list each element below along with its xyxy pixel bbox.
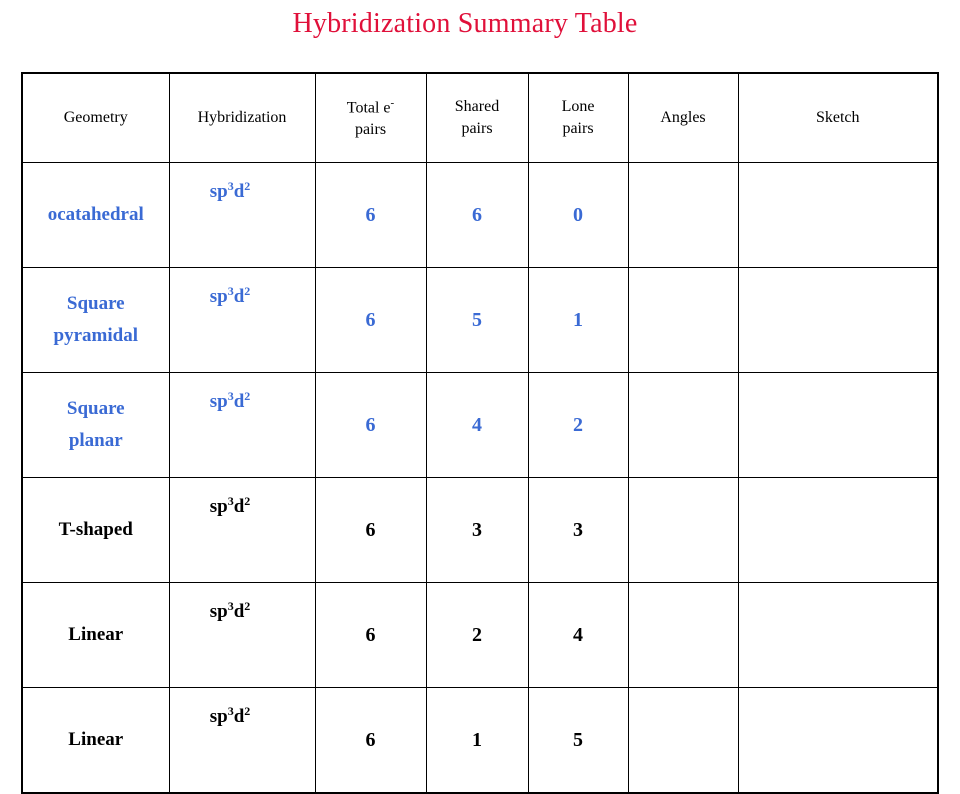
hyb-base-d: d bbox=[233, 496, 245, 517]
hyb-sup-2: 2 bbox=[244, 179, 251, 193]
geometry-line1: ocatahedral bbox=[47, 203, 144, 225]
geometry-line2: pyramidal bbox=[53, 325, 138, 346]
cell-lone-pairs: 2 bbox=[528, 373, 628, 478]
hyb-sup-3: 3 bbox=[227, 389, 234, 403]
header-shared-line2: pairs bbox=[461, 120, 493, 137]
cell-angles bbox=[628, 478, 738, 583]
hyb-sup-2: 2 bbox=[244, 284, 251, 298]
table-row bbox=[22, 268, 938, 373]
cell-geometry bbox=[22, 688, 169, 794]
hyb-sup-3: 3 bbox=[227, 599, 234, 613]
header-shared-pairs bbox=[426, 73, 528, 163]
hyb-sup-2: 2 bbox=[244, 704, 251, 718]
cell-hybridization bbox=[169, 688, 315, 794]
hyb-base-sp: sp bbox=[209, 391, 228, 412]
cell-total-pairs: 6 bbox=[315, 478, 426, 583]
cell-lone-pairs: 0 bbox=[528, 163, 628, 268]
cell-sketch bbox=[738, 688, 938, 794]
cell-shared-pairs: 5 bbox=[426, 268, 528, 373]
header-lone-line2: pairs bbox=[562, 120, 594, 137]
cell-lone-pairs: 4 bbox=[528, 583, 628, 688]
hyb-base-sp: sp bbox=[209, 286, 228, 307]
cell-geometry bbox=[22, 583, 169, 688]
hyb-sup-3: 3 bbox=[227, 179, 234, 193]
cell-geometry bbox=[22, 163, 169, 268]
table-row bbox=[22, 688, 938, 794]
cell-total-pairs: 6 bbox=[315, 373, 426, 478]
cell-shared-pairs: 6 bbox=[426, 163, 528, 268]
header-shared-line1: Shared bbox=[454, 98, 500, 116]
header-total-sup: - bbox=[390, 96, 395, 109]
cell-hybridization bbox=[169, 583, 315, 688]
hyb-base-sp: sp bbox=[209, 496, 228, 517]
geometry-line1: Square bbox=[66, 292, 125, 314]
header-sketch: Sketch bbox=[738, 73, 938, 163]
hybridization-table bbox=[21, 72, 939, 794]
header-lone-line1: Lone bbox=[561, 98, 595, 116]
geometry-line2: planar bbox=[68, 430, 123, 451]
cell-shared-pairs: 3 bbox=[426, 478, 528, 583]
header-total-pairs bbox=[315, 73, 426, 163]
table-body bbox=[22, 163, 938, 794]
cell-lone-pairs: 3 bbox=[528, 478, 628, 583]
hyb-sup-3: 3 bbox=[227, 704, 234, 718]
header-hybridization: Hybridization bbox=[169, 73, 315, 163]
hyb-base-d: d bbox=[233, 391, 245, 412]
hyb-sup-2: 2 bbox=[244, 494, 251, 508]
geometry-line1: Linear bbox=[68, 623, 124, 645]
cell-hybridization bbox=[169, 373, 315, 478]
cell-shared-pairs: 4 bbox=[426, 373, 528, 478]
cell-hybridization bbox=[169, 163, 315, 268]
cell-angles bbox=[628, 163, 738, 268]
hyb-base-sp: sp bbox=[209, 181, 228, 202]
cell-shared-pairs: 1 bbox=[426, 688, 528, 794]
cell-sketch bbox=[738, 373, 938, 478]
header-total-line1: Total e bbox=[346, 99, 391, 117]
page-title: Hybridization Summary Table bbox=[292, 8, 638, 39]
header-total-line2: pairs bbox=[354, 120, 387, 138]
cell-angles bbox=[628, 583, 738, 688]
header-angles: Angles bbox=[628, 73, 738, 163]
geometry-line1: T-shaped bbox=[58, 518, 133, 540]
hyb-base-d: d bbox=[233, 181, 245, 202]
header-lone-pairs bbox=[528, 73, 628, 163]
table-row bbox=[22, 163, 938, 268]
cell-sketch bbox=[738, 268, 938, 373]
cell-geometry bbox=[22, 268, 169, 373]
hyb-base-sp: sp bbox=[209, 706, 228, 727]
hyb-base-d: d bbox=[233, 601, 245, 622]
hyb-sup-3: 3 bbox=[227, 494, 234, 508]
cell-sketch bbox=[738, 478, 938, 583]
cell-hybridization bbox=[169, 268, 315, 373]
table-row bbox=[22, 373, 938, 478]
geometry-line1: Linear bbox=[68, 728, 124, 750]
cell-total-pairs: 6 bbox=[315, 163, 426, 268]
cell-lone-pairs: 1 bbox=[528, 268, 628, 373]
cell-angles bbox=[628, 268, 738, 373]
cell-shared-pairs: 2 bbox=[426, 583, 528, 688]
cell-angles bbox=[628, 688, 738, 794]
cell-sketch bbox=[738, 163, 938, 268]
cell-geometry bbox=[22, 373, 169, 478]
table-header-row bbox=[22, 73, 938, 163]
hyb-sup-2: 2 bbox=[244, 389, 251, 403]
cell-angles bbox=[628, 373, 738, 478]
cell-geometry bbox=[22, 478, 169, 583]
hyb-base-d: d bbox=[233, 286, 245, 307]
cell-hybridization bbox=[169, 478, 315, 583]
hyb-sup-2: 2 bbox=[244, 599, 251, 613]
geometry-line1: Square bbox=[66, 397, 125, 419]
cell-total-pairs: 6 bbox=[315, 583, 426, 688]
hyb-base-d: d bbox=[233, 706, 245, 727]
cell-sketch bbox=[738, 583, 938, 688]
hyb-base-sp: sp bbox=[209, 601, 228, 622]
header-geometry: Geometry bbox=[22, 73, 169, 163]
cell-total-pairs: 6 bbox=[315, 268, 426, 373]
cell-lone-pairs: 5 bbox=[528, 688, 628, 794]
table-row bbox=[22, 478, 938, 583]
table-row bbox=[22, 583, 938, 688]
cell-total-pairs: 6 bbox=[315, 688, 426, 794]
hyb-sup-3: 3 bbox=[227, 284, 234, 298]
